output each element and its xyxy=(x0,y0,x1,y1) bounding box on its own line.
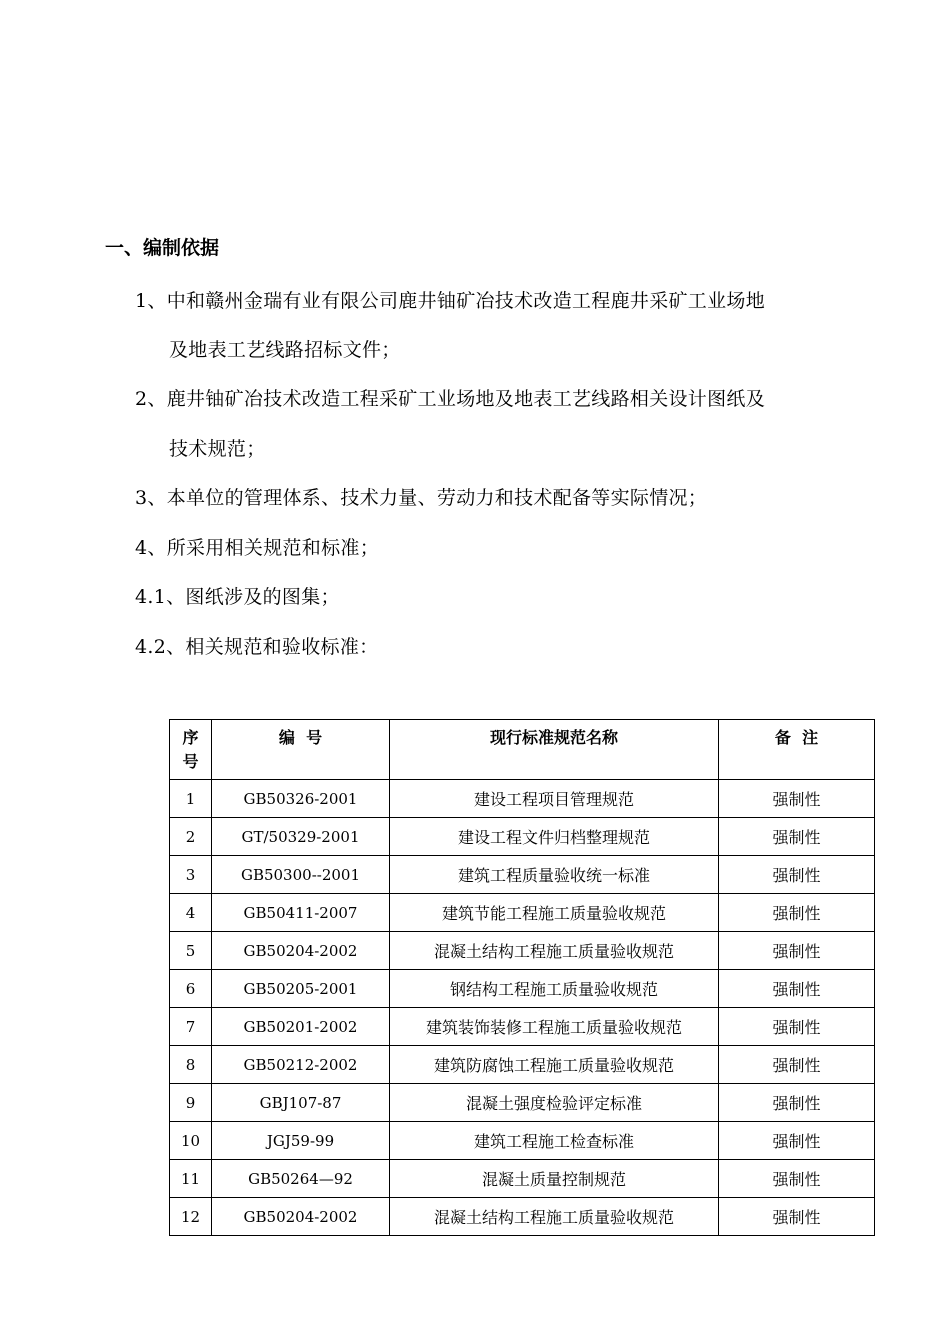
row-seq: 4 xyxy=(170,894,212,932)
table-row xyxy=(170,856,875,894)
row-seq: 10 xyxy=(170,1122,212,1160)
row-code: GB50326-2001 xyxy=(212,780,390,818)
row-name: 混凝土结构工程施工质量验收规范 xyxy=(390,1198,719,1236)
row-seq: 9 xyxy=(170,1084,212,1122)
table-row xyxy=(170,932,875,970)
table-row xyxy=(170,1046,875,1084)
row-code: GB50264—92 xyxy=(212,1160,390,1198)
row-code: GB50201-2002 xyxy=(212,1008,390,1046)
row-remark: 强制性 xyxy=(719,970,875,1008)
paragraph-1-line-1: 1、中和赣州金瑞有业有限公司鹿井铀矿冶技术改造工程鹿井采矿工业场地 xyxy=(135,290,765,312)
table-row xyxy=(170,1198,875,1236)
header-seq-line-1: 序 xyxy=(182,728,199,747)
table-row xyxy=(170,894,875,932)
paragraph-2-line-1: 2、鹿井铀矿冶技术改造工程采矿工业场地及地表工艺线路相关设计图纸及 xyxy=(135,388,765,410)
row-code: GBJ107-87 xyxy=(212,1084,390,1122)
paragraph-3: 3、本单位的管理体系、技术力量、劳动力和技术配备等实际情况； xyxy=(135,487,708,509)
row-remark: 强制性 xyxy=(719,1160,875,1198)
header-code: 编 号 xyxy=(212,720,390,780)
row-name: 混凝土质量控制规范 xyxy=(390,1160,719,1198)
row-remark: 强制性 xyxy=(719,1198,875,1236)
row-seq: 1 xyxy=(170,780,212,818)
row-name: 建设工程项目管理规范 xyxy=(390,780,719,818)
row-seq: 7 xyxy=(170,1008,212,1046)
header-remark: 备 注 xyxy=(719,720,875,780)
row-code: GB50411-2007 xyxy=(212,894,390,932)
row-remark: 强制性 xyxy=(719,1046,875,1084)
table-row xyxy=(170,1160,875,1198)
table-row xyxy=(170,1122,875,1160)
row-name: 建设工程文件归档整理规范 xyxy=(390,818,719,856)
row-name: 建筑工程质量验收统一标准 xyxy=(390,856,719,894)
paragraph-4: 4、所采用相关规范和标准； xyxy=(135,537,379,559)
table-row xyxy=(170,1084,875,1122)
header-seq-line-2: 号 xyxy=(182,752,199,771)
paragraph-4-2: 4.2、相关规范和验收标准： xyxy=(135,636,379,658)
row-seq: 8 xyxy=(170,1046,212,1084)
row-code: GB50204-2002 xyxy=(212,932,390,970)
row-code: GB50205-2001 xyxy=(212,970,390,1008)
table-body xyxy=(170,780,875,1236)
header-name: 现行标准规范名称 xyxy=(390,720,719,780)
row-code: GB50204-2002 xyxy=(212,1198,390,1236)
row-name: 建筑装饰装修工程施工质量验收规范 xyxy=(390,1008,719,1046)
row-seq: 12 xyxy=(170,1198,212,1236)
row-remark: 强制性 xyxy=(719,780,875,818)
row-name: 钢结构工程施工质量验收规范 xyxy=(390,970,719,1008)
row-seq: 11 xyxy=(170,1160,212,1198)
row-remark: 强制性 xyxy=(719,1008,875,1046)
row-name: 建筑防腐蚀工程施工质量验收规范 xyxy=(390,1046,719,1084)
paragraph-2-line-2: 技术规范； xyxy=(169,438,266,460)
row-remark: 强制性 xyxy=(719,894,875,932)
paragraph-1-line-2: 及地表工艺线路招标文件； xyxy=(169,339,401,361)
row-name: 混凝土结构工程施工质量验收规范 xyxy=(390,932,719,970)
row-remark: 强制性 xyxy=(719,932,875,970)
row-seq: 5 xyxy=(170,932,212,970)
row-name: 建筑工程施工检查标准 xyxy=(390,1122,719,1160)
table-row xyxy=(170,780,875,818)
row-name: 建筑节能工程施工质量验收规范 xyxy=(390,894,719,932)
row-code: GB50212-2002 xyxy=(212,1046,390,1084)
row-seq: 2 xyxy=(170,818,212,856)
row-name: 混凝土强度检验评定标准 xyxy=(390,1084,719,1122)
row-remark: 强制性 xyxy=(719,818,875,856)
row-code: GT/50329-2001 xyxy=(212,818,390,856)
header-seq xyxy=(170,720,212,780)
table-header-row xyxy=(170,720,875,780)
row-remark: 强制性 xyxy=(719,1122,875,1160)
table-row xyxy=(170,970,875,1008)
row-seq: 3 xyxy=(170,856,212,894)
section-heading: 一、编制依据 xyxy=(105,237,220,259)
row-code: JGJ59-99 xyxy=(212,1122,390,1160)
table-row xyxy=(170,1008,875,1046)
table-row xyxy=(170,818,875,856)
standards-table xyxy=(169,719,875,1236)
row-seq: 6 xyxy=(170,970,212,1008)
row-remark: 强制性 xyxy=(719,1084,875,1122)
paragraph-4-1: 4.1、图纸涉及的图集； xyxy=(135,586,340,608)
row-code: GB50300--2001 xyxy=(212,856,390,894)
row-remark: 强制性 xyxy=(719,856,875,894)
